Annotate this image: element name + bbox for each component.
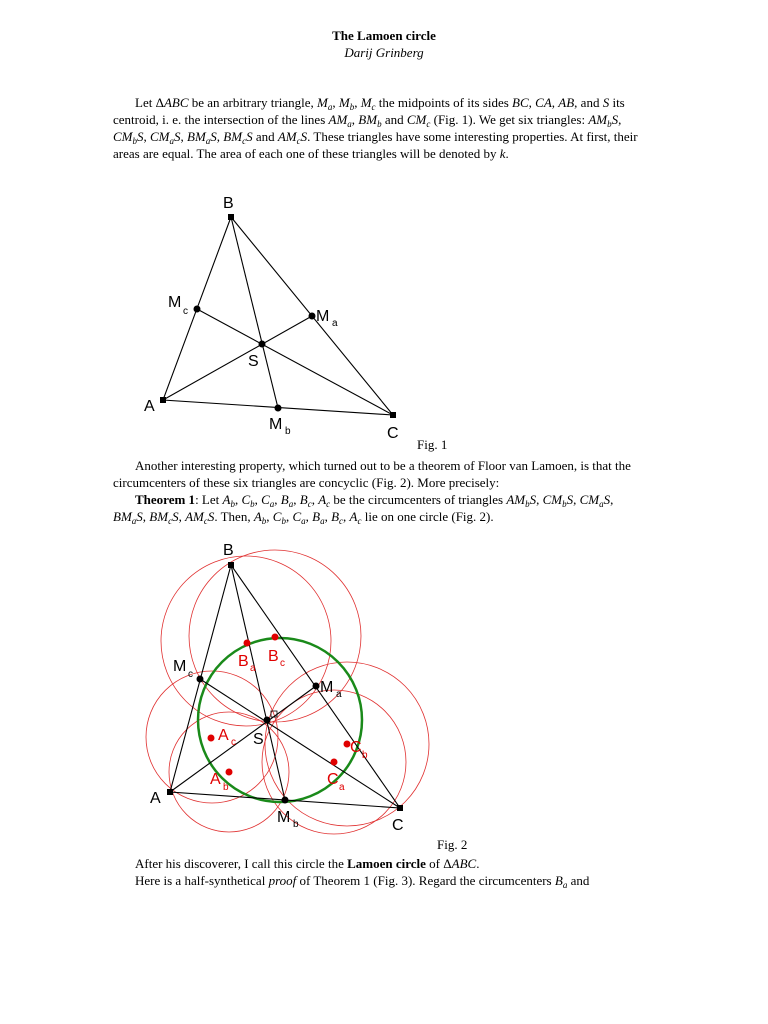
label-a: A [144,398,155,415]
point-ac [208,735,215,742]
label-ac-sub: c [231,737,236,748]
label-bc: B [268,648,279,665]
label-cb-sub: b [362,750,368,761]
lamoen-circle-term: Lamoen circle [347,856,426,871]
label-mb-sub: b [285,426,291,437]
label-ca: C [327,771,339,788]
median-a-2 [170,686,316,792]
label-ab: A [210,771,221,788]
label-ab-sub: b [223,782,229,793]
label-mc-sub: c [183,306,188,317]
closing-paragraph: After his discoverer, I call this circle the Lamoen circle of ΔABC. Here is a half-synthetical proof of Theorem 1 (Fig. 3). Regard the circumcenters $B_a$ and [135,856,590,890]
label-mc: M [168,294,182,311]
vertex-c-2 [397,805,403,811]
point-ca [331,759,338,766]
point-bc [272,634,279,641]
fig2-caption: Fig. 2 [437,837,468,852]
label-ma: M [316,308,330,325]
property-paragraph: Another interesting property, which turned out to be a theorem of Floor van Lamoen, is that the circumcenters of these six triangles are concyclic (Fig. 2). More precisely: Theorem 1: Let $A_b$, $C_b$, $C_a$, $B_a$, $B_c$, $A_c$ be the circumcenters of triangles $AM_bS$, $CM_bS$, $CM_aS$, $BM_aS$, $BM_cS$, $AM_cS$. Then, $A_b$, $C_b$, $C_a$, $B_a$, $B_c$, $A_c$ lie on one circle (Fig. 2). [113,458,631,526]
proof-word: proof [268,873,297,888]
point-ma-2 [313,683,320,690]
point-ba [244,640,251,647]
point-mc-2 [197,676,204,683]
vertex-a-2 [167,789,173,795]
fig1-caption: Fig. 1 [417,437,448,452]
label-ac: A [218,727,229,744]
label-ba-sub: a [250,663,256,674]
label-s-2: S [253,731,264,748]
theorem-label: Theorem 1 [135,492,196,507]
label-mc-2: M [173,658,187,675]
vertex-b-2 [228,562,234,568]
label-ba: B [238,653,249,670]
label-mb: M [269,416,283,433]
label-cb: C [350,739,362,756]
label-bc-sub: c [280,658,285,669]
label-ma-2-sub: a [336,689,342,700]
point-s-2 [264,717,271,724]
label-b: B [223,195,234,212]
median-b-2 [231,565,285,800]
label-mc-2-sub: c [188,669,193,680]
intro-paragraph: Let ΔABC be an arbitrary triangle, $M_a$, $M_b$, $M_c$ the midpoints of its sides BC, CA, AB, and S its centroid, i. e. the intersection of the lines $AM_a$, $BM_b$ and $CM_c$ (Fig. 1). We get six triangles: $AM_bS$, $CM_bS$, $CM_aS$, $BM_aS$, $BM_cS$ and $AM_cS$. These triangles have some interesting properties. At first, their areas are equal. The area of each one of these triangles will be denoted by k. [113,95,638,161]
label-c: C [387,425,399,442]
label-ca-sub: a [339,782,345,793]
paper-author: Darij Grinberg [344,45,424,60]
paper-title: The Lamoen circle [332,28,436,43]
label-mb-2: M [277,809,291,826]
label-ma-sub: a [332,318,338,329]
label-a-2: A [150,790,161,807]
label-b-2: B [223,542,234,559]
label-ma-2: M [320,679,334,696]
label-mb-2-sub: b [293,819,299,830]
point-ab [226,769,233,776]
point-mb-2 [282,797,289,804]
label-s: S [248,353,259,370]
label-c-2: C [392,817,404,834]
